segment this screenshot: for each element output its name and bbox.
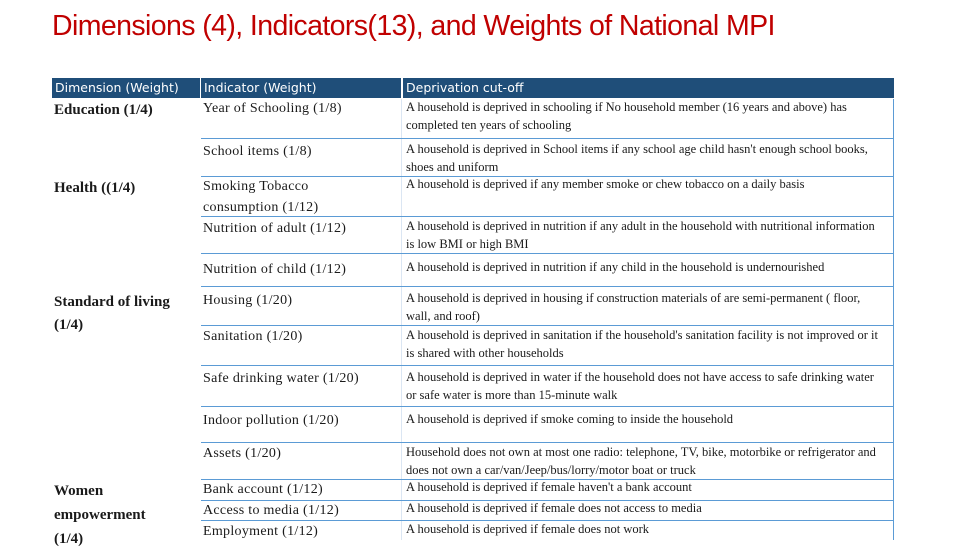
cutoff-media: A household is deprived if female does not access to media	[406, 501, 702, 515]
cutoff-sanitation: A household is deprived in sanitation if the household's sanitation facility is not improved or it is shared with other households	[406, 328, 878, 360]
dimension-education: Education (1/4)	[54, 102, 153, 118]
indicator-nutrition-adult: Nutrition of adult (1/12)	[203, 221, 347, 236]
column-divider	[893, 99, 894, 540]
cutoff-nutrition-child: A household is deprived in nutrition if any child in the household is undernourished	[406, 260, 825, 274]
row-divider	[201, 442, 894, 443]
indicator-housing: Housing (1/20)	[203, 293, 293, 308]
header-cutoff: Deprivation cut-off	[403, 78, 894, 98]
indicator-assets: Assets (1/20)	[203, 446, 282, 461]
cutoff-nutrition-adult: A household is deprived in nutrition if any adult in the household with nutritional information is low BMI or high BMI	[406, 219, 875, 251]
indicator-smoking-weight: consumption (1/12)	[203, 200, 319, 215]
dimension-standard-of-living-weight: (1/4)	[54, 317, 84, 333]
header-indicator: Indicator (Weight)	[201, 78, 401, 98]
indicator-employment: Employment (1/12)	[203, 524, 319, 539]
cutoff-water: A household is deprived in water if the household does not have access to safe drinking water or safe water is more than 15-minute walk	[406, 370, 874, 402]
cutoff-smoking: A household is deprived if any member smoke or chew tobacco on a daily basis	[406, 177, 805, 191]
row-divider	[201, 325, 894, 326]
indicator-sanitation: Sanitation (1/20)	[203, 329, 303, 344]
indicator-media: Access to media (1/12)	[203, 503, 340, 518]
cutoff-indoor-pollution: A household is deprived if smoke coming to inside the household	[406, 412, 734, 426]
page-title: Dimensions (4), Indicators(13), and Weights of National MPI	[52, 10, 775, 42]
indicator-water: Safe drinking water (1/20)	[203, 371, 359, 386]
header-dimension: Dimension (Weight)	[52, 78, 200, 98]
dimension-women-weight: (1/4)	[54, 531, 84, 547]
cutoff-housing: A household is deprived in housing if construction materials of are semi-permanent ( floor, wall, and roof)	[406, 291, 861, 323]
indicator-school-items: School items (1/8)	[203, 144, 312, 159]
cutoff-school-items: A household is deprived in School items if any school age child hasn't enough school books, shoes and uniform	[406, 142, 868, 174]
dimension-health: Health ((1/4)	[54, 180, 136, 196]
dimension-standard-of-living: Standard of living	[54, 294, 170, 310]
indicator-smoking: Smoking Tobacco	[203, 179, 309, 194]
cutoff-assets: Household does not own at most one radio: telephone, TV, bike, motorbike or refrigerator and does not own a car/van/Jeep/bus/lorry/motor boat or truck	[406, 445, 876, 477]
indicator-indoor-pollution: Indoor pollution (1/20)	[203, 413, 339, 428]
cutoff-employment: A household is deprived if female does not work	[406, 522, 650, 536]
row-divider	[201, 406, 894, 407]
row-divider	[201, 365, 894, 366]
row-divider	[201, 138, 894, 139]
indicator-bank-account: Bank account (1/12)	[203, 482, 323, 497]
indicator-schooling: Year of Schooling (1/8)	[203, 101, 342, 116]
cutoff-bank-account: A household is deprived if female haven't a bank account	[406, 480, 692, 494]
dimension-women-empowerment: empowerment	[54, 507, 146, 523]
column-divider	[401, 99, 402, 540]
row-divider	[201, 253, 894, 254]
row-divider	[201, 286, 894, 287]
indicator-nutrition-child: Nutrition of child (1/12)	[203, 262, 347, 277]
dimension-women: Women	[54, 483, 104, 499]
cutoff-schooling: A household is deprived in schooling if No household member (16 years and above) has completed ten years of schooling	[406, 100, 847, 132]
